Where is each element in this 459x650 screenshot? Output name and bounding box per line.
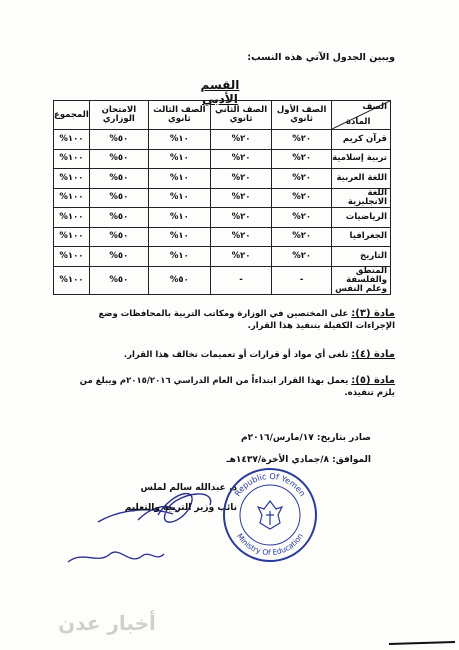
table-cell: ٢٠% — [210, 169, 272, 189]
table-cell: - — [210, 266, 272, 294]
ministry-seal — [220, 465, 320, 565]
article-3 — [60, 308, 395, 332]
signature-block — [32, 483, 237, 513]
table-cell: ٥٠% — [148, 266, 210, 294]
table-cell: ٢٠% — [210, 149, 272, 169]
subject-cell: اللغة الانجليزية — [332, 188, 391, 208]
table-cell: ٥٠% — [89, 169, 148, 189]
table-cell: ٢٠% — [210, 247, 272, 267]
article-text: على المختصين في الوزارة ومكاتب التربية بالمحافظات وضع الإجراءات الكفيلة بتنفيذ هذا القرار. — [98, 309, 395, 331]
subject-cell: تربية إسلامية — [332, 149, 391, 169]
table-cell: ٢٠% — [272, 169, 332, 189]
table-row — [54, 266, 391, 294]
table-row — [54, 130, 391, 150]
article-label: مادة (٤): — [351, 349, 395, 360]
subject-cell: قرآن كريم — [332, 130, 391, 150]
table-cell: ٥٠% — [89, 227, 148, 247]
article-5 — [60, 375, 395, 399]
article-text: يعمل بهذا القرار ابتداءاً من العام الدراسي ٢٠١٥/٢٠١٦م ويبلغ من يلزم تنفيذه. — [79, 376, 395, 398]
corner-header — [332, 101, 391, 130]
table-cell: ١٠٠% — [54, 188, 90, 208]
table-row — [54, 208, 391, 228]
table-cell: ١٠% — [148, 130, 210, 150]
watermark-logo — [40, 606, 175, 640]
table-row — [54, 247, 391, 267]
table-cell: ٢٠% — [272, 247, 332, 267]
eagle-emblem-icon — [258, 501, 282, 529]
table-cell: ١٠% — [148, 227, 210, 247]
table-cell: ٢٠% — [210, 227, 272, 247]
table-cell: ١٠٠% — [54, 149, 90, 169]
table-cell: ٢٠% — [272, 227, 332, 247]
table-cell: ١٠٠% — [54, 130, 90, 150]
table-header-row — [54, 101, 391, 130]
watermark-text: أخبار عدن — [58, 611, 156, 635]
signatory-title: نائب وزير التربية والتعليم — [124, 503, 237, 513]
table-row — [54, 188, 391, 208]
subject-cell: اللغة العربية — [332, 169, 391, 189]
article-text: تلغى أي مواد أو قرارات أو تعميمات تخالف هذا القرار. — [123, 350, 349, 360]
table-cell: ٢٠% — [272, 208, 332, 228]
table-row — [54, 149, 391, 169]
column-header: الصف الثاني ثانوي — [210, 101, 272, 130]
hijri-date: الموافق: ٨/جمادي الأخرة/١٤٣٧هـ — [226, 455, 371, 465]
seal-english-bottom: Ministry Of Education — [235, 531, 305, 558]
table-cell: ٢٠% — [272, 188, 332, 208]
table-cell: - — [272, 266, 332, 294]
corner-top-label: الصف — [362, 102, 387, 112]
table-cell: ٢٠% — [272, 130, 332, 150]
issue-date: صادر بتاريخ: ١٧/مارس/٢٠١٦م — [241, 433, 371, 443]
subject-cell: المنطق والفلسفة وعلم النفس — [332, 266, 391, 294]
subject-cell: التاريخ — [332, 247, 391, 267]
table-cell: ٢٠% — [210, 130, 272, 150]
table-cell: ١٠% — [148, 247, 210, 267]
table-cell: ١٠% — [148, 208, 210, 228]
table-cell: ٢٠% — [210, 208, 272, 228]
article-label: مادة (٣): — [351, 308, 395, 319]
table-cell: ١٠٠% — [54, 247, 90, 267]
table-cell: ٥٠% — [89, 208, 148, 228]
table-row — [54, 169, 391, 189]
table-cell: ١٠٠% — [54, 169, 90, 189]
seal-english-top: Republic Of Yemen — [233, 471, 307, 498]
table-cell: ١٠% — [148, 169, 210, 189]
table-cell: ٥٠% — [89, 247, 148, 267]
subject-cell: الجغرافيا — [332, 227, 391, 247]
subject-cell: الرياضيات — [332, 208, 391, 228]
table-cell: ٢٠% — [210, 188, 272, 208]
section-title: القسم الأدبي — [200, 78, 240, 106]
signatory-name: د. عبدالله سالم لملس — [140, 483, 237, 493]
column-header: الصف الأول ثانوي — [272, 101, 332, 130]
table-row — [54, 227, 391, 247]
article-4 — [60, 349, 395, 361]
table-cell: ١٠% — [148, 188, 210, 208]
corner-bottom-label: المادة — [346, 117, 371, 127]
grades-table — [53, 100, 391, 295]
table-cell: ١٠٠% — [54, 266, 90, 294]
column-header: الامتحان الوزاري — [89, 101, 148, 130]
table-cell: ٥٠% — [89, 149, 148, 169]
table-cell: ١٠٠% — [54, 227, 90, 247]
page-edge-mark — [385, 630, 459, 650]
table-cell: ٢٠% — [272, 149, 332, 169]
table-cell: ١٠% — [148, 149, 210, 169]
table-cell: ٥٠% — [89, 130, 148, 150]
column-header: الصف الثالث ثانوي — [148, 101, 210, 130]
intro-text: ويبين الجدول الآتي هذه النسب: — [247, 52, 395, 63]
column-header: المجموع — [54, 101, 90, 130]
table-cell: ١٠٠% — [54, 208, 90, 228]
article-label: مادة (٥): — [351, 375, 395, 386]
table-cell: ٥٠% — [89, 188, 148, 208]
table-cell: ٥٠% — [89, 266, 148, 294]
